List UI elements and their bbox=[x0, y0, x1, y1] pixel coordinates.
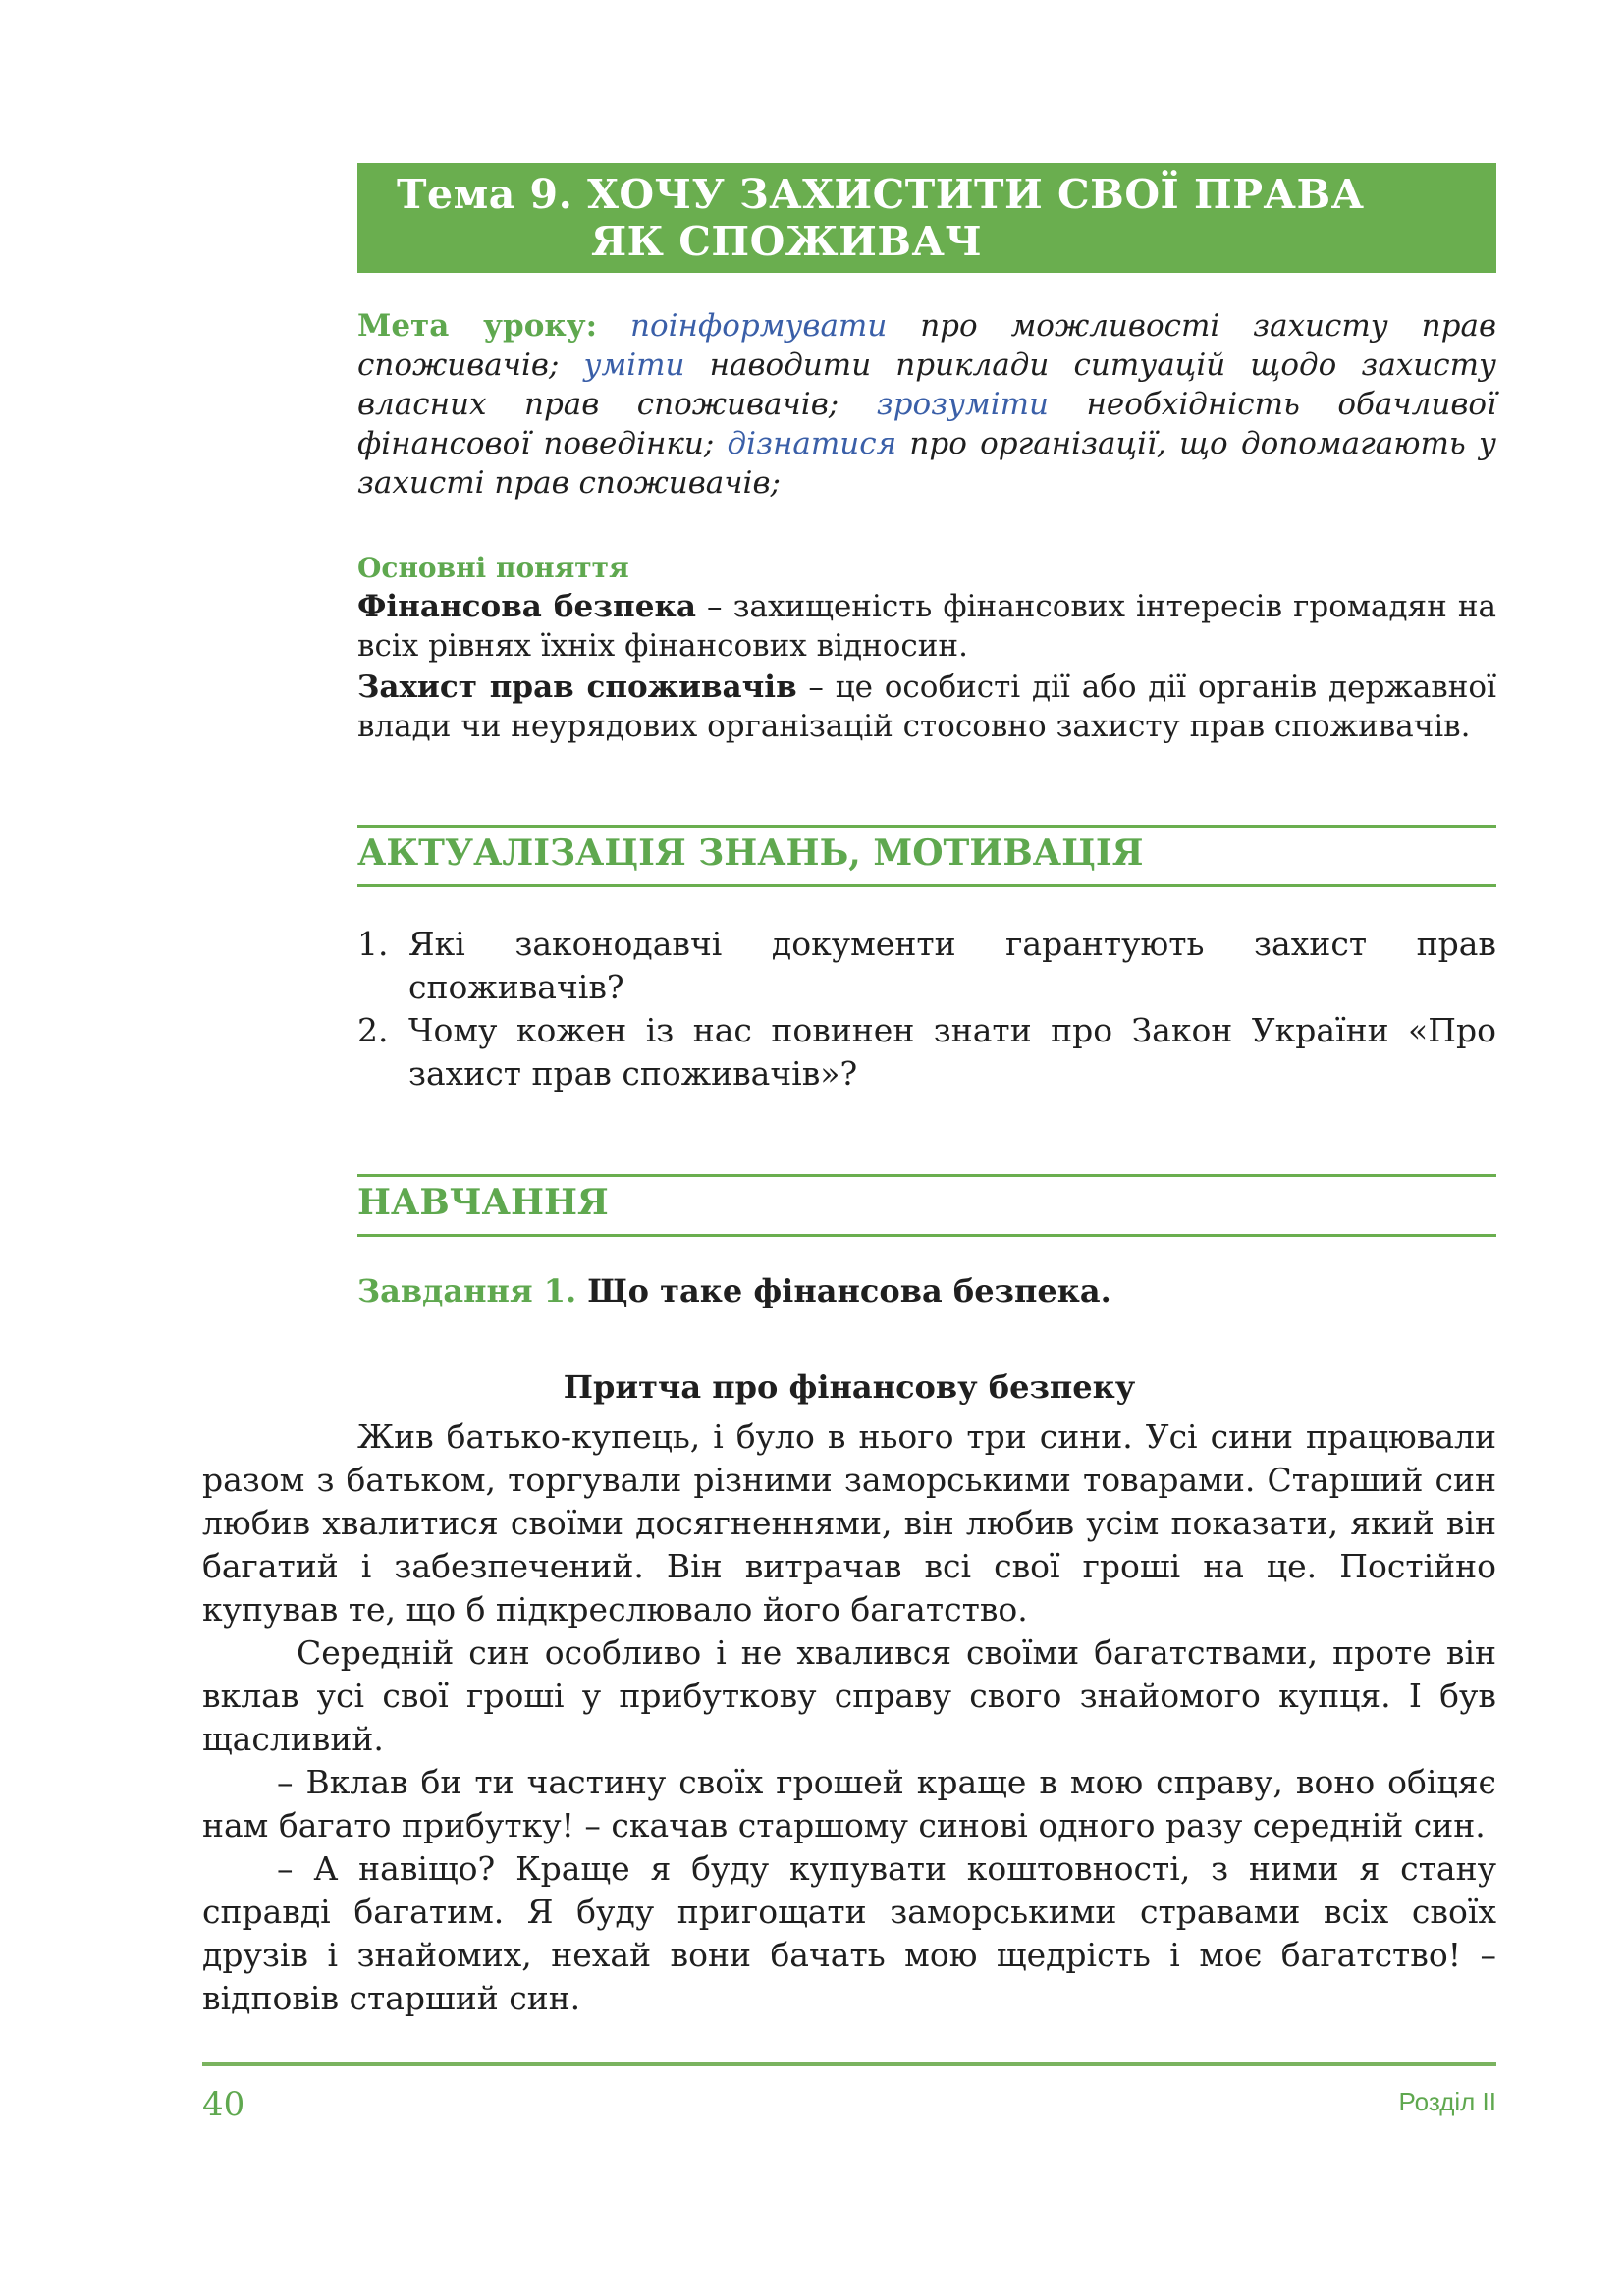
story-paragraph: – Вклав би ти частину своїх грошей краще в мою справу, воно обіцяє нам багато прибутку! – скачав старшому синові одного разу середній син. bbox=[202, 1763, 1496, 1844]
question-item bbox=[357, 923, 1496, 1009]
lesson-goal bbox=[357, 306, 1496, 503]
goal-text-segment: необхідність обачливої фінансової поведінки; bbox=[357, 387, 1497, 461]
concept-definition: – це особисті дії або дії органів державної влади чи неурядових організацій стосовно захисту прав споживачів. bbox=[357, 669, 1496, 744]
question-number: 2. bbox=[357, 1011, 389, 1049]
concept-definition: – захищеність фінансових інтересів громадян на всіх рівнях їхніх фінансових відносин. bbox=[357, 589, 1496, 664]
concept-term: Захист прав споживачів bbox=[357, 669, 797, 705]
story-paragraph: – А навіщо? Краще я буду купувати коштовності, з ними я стану справді багатим. Я буду пригощати заморськими стравами всіх своїх друзів і знайомих, нехай вони бачать мою щедрість і моє багатство! – відповів старший син. bbox=[202, 1849, 1496, 2017]
story-paragraph: Середній син особливо і не хвалився своїми багатствами, проте він вклав усі свої гроші у прибуткову справу свого знайомого купця. І був щасливий. bbox=[202, 1633, 1496, 1758]
goal-keyword: поінформувати bbox=[629, 308, 888, 344]
section-learning bbox=[357, 1174, 1496, 1237]
question-number: 1. bbox=[357, 925, 389, 963]
story-title: Притча про фінансову безпеку bbox=[563, 1368, 1136, 1406]
question-item bbox=[357, 1009, 1496, 1095]
goal-keyword: дізнатися bbox=[727, 426, 897, 461]
concept-term: Фінансова безпека bbox=[357, 589, 696, 624]
key-concept-consumer-protection bbox=[357, 667, 1496, 746]
lesson-title-line-1: Тема 9. ХОЧУ ЗАХИСТИТИ СВОЇ ПРАВА bbox=[397, 171, 1365, 218]
task-label: Завдання 1. bbox=[357, 1272, 577, 1309]
story-body bbox=[202, 1415, 1496, 2020]
key-concept-financial-security bbox=[357, 587, 1496, 666]
footer-divider bbox=[202, 2062, 1496, 2066]
question-text: Чому кожен із нас повинен знати про Закон України «Про захист прав споживачів»? bbox=[408, 1011, 1496, 1093]
section-reference: Розділ ІІ bbox=[1398, 2087, 1496, 2116]
goal-text-segment: про організації, що допомагають у захисті прав споживачів; bbox=[357, 426, 1496, 501]
lesson-title-banner bbox=[357, 163, 1496, 273]
goal-keyword: уміти bbox=[583, 347, 685, 383]
goal-text-segment: наводити приклади ситуацій щодо захисту власних прав споживачів; bbox=[357, 347, 1496, 422]
task-1 bbox=[357, 1272, 1496, 1309]
task-text: Що таке фінансова безпека. bbox=[576, 1272, 1111, 1309]
page-number: 40 bbox=[202, 2085, 245, 2124]
lesson-title-line-2: ЯК СПОЖИВАЧ bbox=[591, 218, 983, 265]
goal-keyword: зрозуміти bbox=[876, 387, 1049, 422]
key-concepts-heading: Основні поняття bbox=[357, 552, 629, 584]
question-text: Які законодавчі документи гарантують захист прав споживачів? bbox=[408, 925, 1496, 1006]
story-paragraph: Жив батько-купець, і було в нього три сини. Усі сини працювали разом з батьком, торгували різними заморськими товарами. Старший син любив хвалитися своїми досягненнями, він любив усім показати, який він багатий і забезпечений. Він витрачав всі свої гроші на це. Постійно купував те, що б підкреслювало його багатство. bbox=[202, 1417, 1496, 1629]
section-actualization bbox=[357, 825, 1496, 887]
goal-text-segment: про можливості захисту прав споживачів; bbox=[357, 308, 1497, 383]
section-actualization-heading: АКТУАЛІЗАЦІЯ ЗНАНЬ, МОТИВАЦІЯ bbox=[357, 832, 1144, 874]
lesson-goal-label: Мета уроку: bbox=[357, 308, 598, 344]
section-learning-heading: НАВЧАННЯ bbox=[357, 1182, 609, 1223]
